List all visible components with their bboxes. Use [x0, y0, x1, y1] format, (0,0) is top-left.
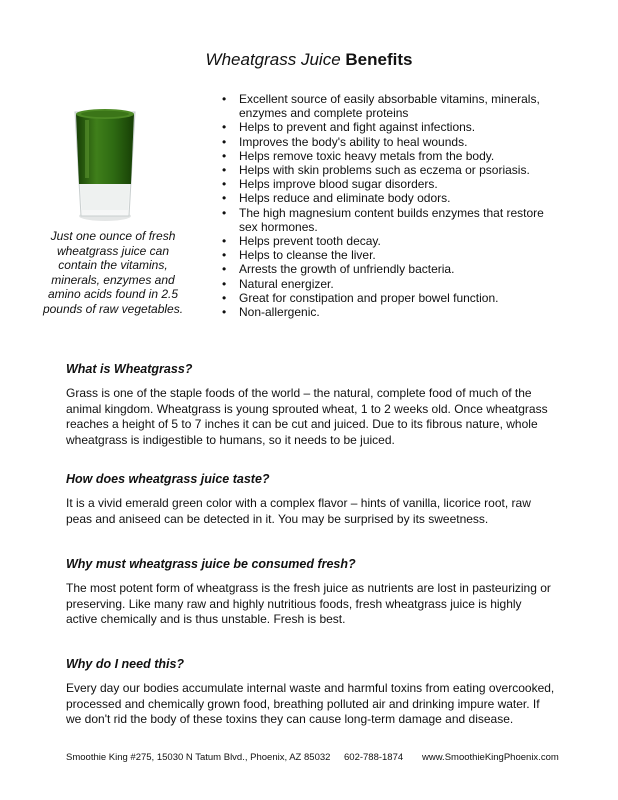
section-heading: What is Wheatgrass? — [66, 362, 193, 376]
title-italic-part: Wheatgrass Juice — [205, 50, 341, 69]
section-heading: How does wheatgrass juice taste? — [66, 472, 270, 486]
section-body: Every day our bodies accumulate internal waste and harmful toxins from eating overcooked, processed and chemically grown food, breathing polluted air and drinking impure water. If we don't rid the body of these toxins they can cause long-term damage and disease. — [66, 681, 555, 726]
list-item: • Great for constipation and proper bowel function. — [222, 291, 562, 305]
benefits-list — [222, 92, 562, 319]
list-item: • Helps remove toxic heavy metals from the body. — [222, 149, 562, 163]
footer-website[interactable]: www.SmoothieKingPhoenix.com — [422, 752, 559, 763]
section-heading: Why must wheatgrass juice be consumed fresh? — [66, 557, 356, 571]
list-item: • The high magnesium content builds enzymes that restore sex hormones. — [222, 206, 562, 234]
section-body: The most potent form of wheatgrass is the fresh juice as nutrients are lost in pasteurizing or preserving. Like many raw and highly nutritious foods, fresh wheatgrass juice is highly active chemically and is thus unstable. Fresh is best. — [66, 581, 551, 626]
wheatgrass-juice-shot-glass-icon — [71, 104, 139, 222]
section-body: It is a vivid emerald green color with a complex flavor – hints of vanilla, licorice root, raw peas and aniseed can be detected in it. You may be surprised by its sweetness. — [66, 496, 531, 526]
title-bold-part: Benefits — [345, 50, 413, 69]
list-item: • Helps reduce and eliminate body odors. — [222, 191, 562, 205]
list-item: • Helps improve blood sugar disorders. — [222, 177, 562, 191]
list-item: • Improves the body's ability to heal wounds. — [222, 135, 562, 149]
section-heading: Why do I need this? — [66, 657, 185, 671]
footer-address: Smoothie King #275, 15030 N Tatum Blvd., Phoenix, AZ 85032 — [66, 752, 331, 763]
list-item: • Excellent source of easily absorbable vitamins, minerals, enzymes and complete proteins — [222, 92, 562, 120]
list-item: • Helps to prevent and fight against infections. — [222, 120, 562, 134]
list-item: • Helps to cleanse the liver. — [222, 248, 562, 262]
list-item: • Arrests the growth of unfriendly bacteria. — [222, 262, 562, 276]
section-taste — [66, 472, 556, 527]
list-item: • Non-allergenic. — [222, 305, 562, 319]
page-title — [0, 50, 618, 70]
section-body: Grass is one of the staple foods of the world – the natural, complete food of much of the animal kingdom. Wheatgrass is young sprouted wheat, 1 to 2 weeks old. Once wheatgrass reaches a height of 5 to 7 inches it can be cut and juiced. Due to its fibrous nature, whole wheatgrass is indigestible to humans, so it needs to be juiced. — [66, 386, 548, 447]
list-item: • Helps with skin problems such as eczema or psoriasis. — [222, 163, 562, 177]
image-caption: Just one ounce of fresh wheatgrass juice can contain the vitamins, minerals, enzymes and amino acids found in 2.5 pounds of raw vegetables. — [42, 229, 184, 316]
section-consumed-fresh — [66, 557, 556, 628]
list-item: • Helps prevent tooth decay. — [222, 234, 562, 248]
section-why-need — [66, 657, 556, 728]
footer-phone: 602-788-1874 — [344, 752, 404, 763]
section-what-is-wheatgrass — [66, 362, 556, 448]
list-item: • Natural energizer. — [222, 277, 562, 291]
